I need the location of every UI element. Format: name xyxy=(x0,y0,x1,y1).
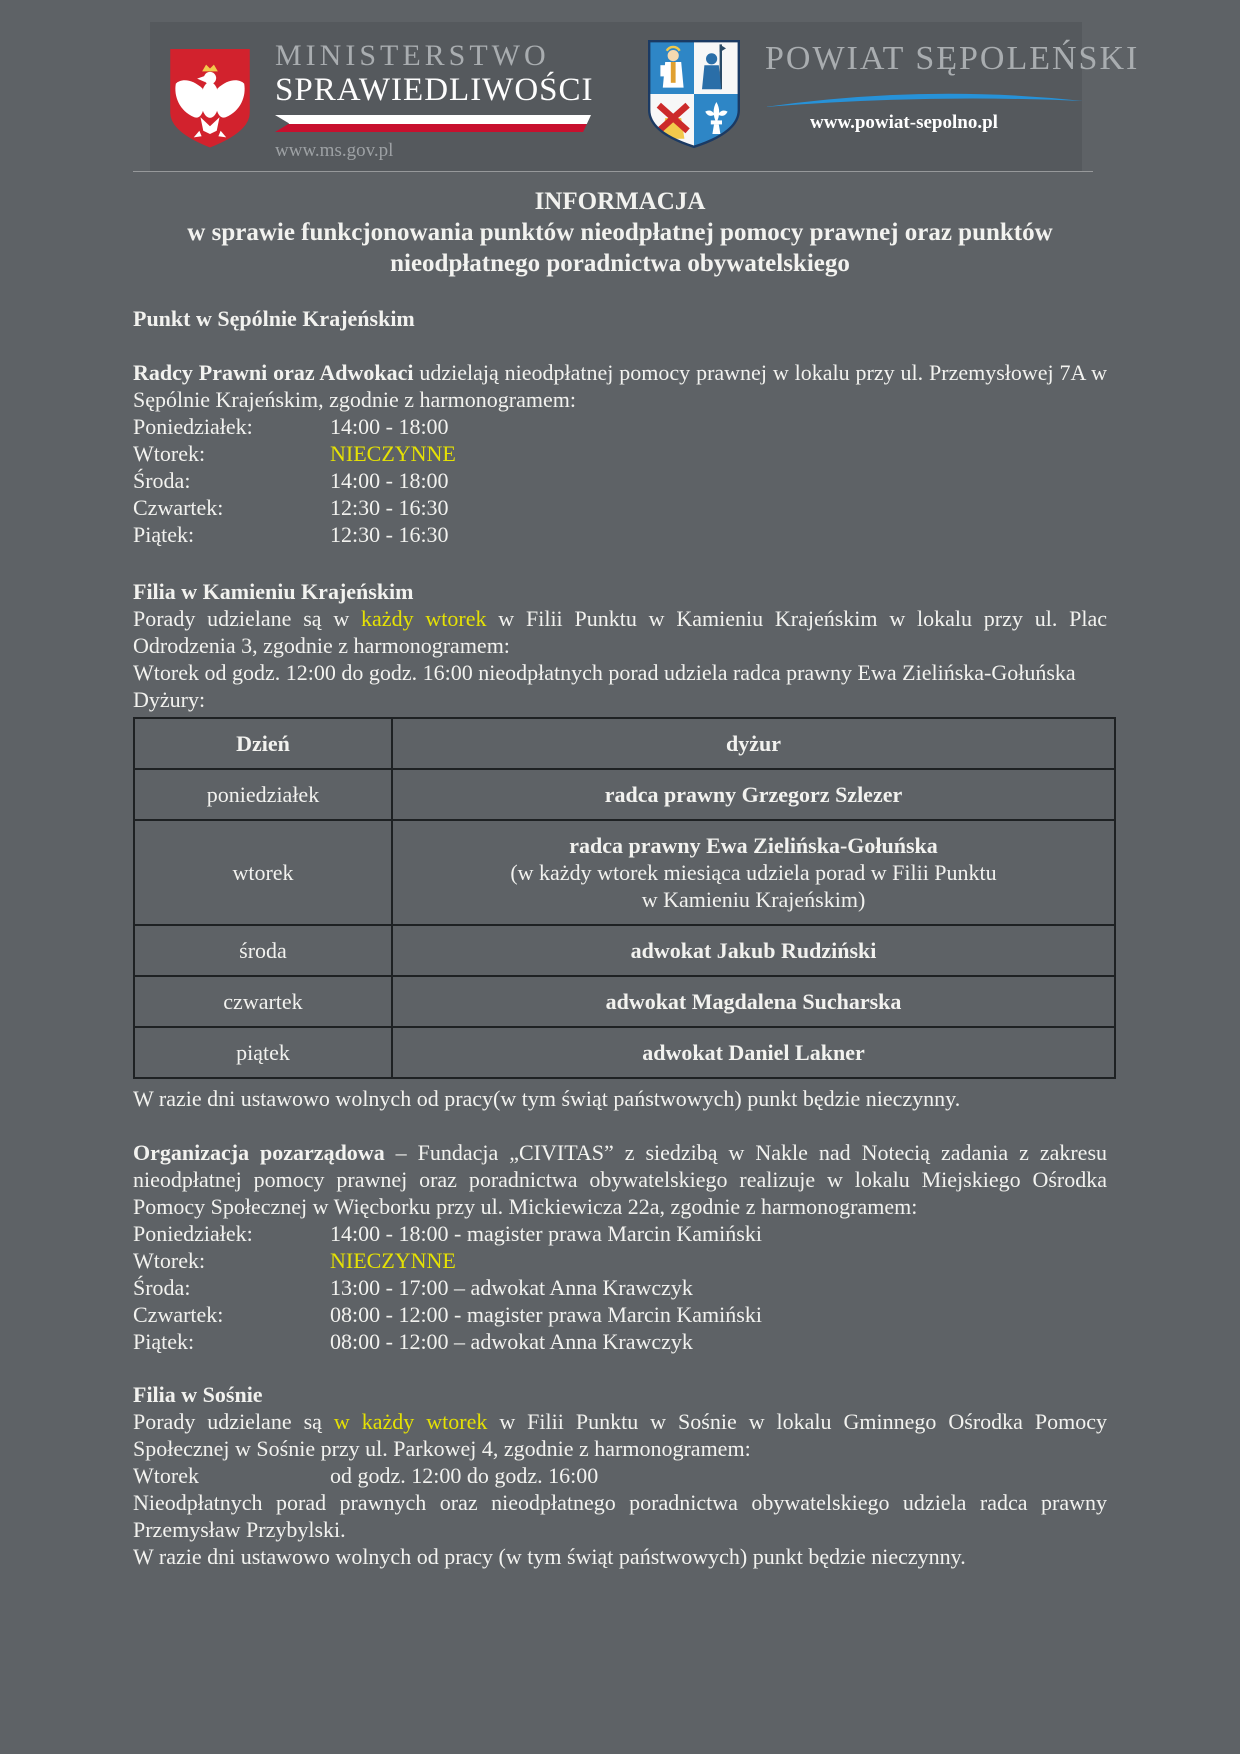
table-header-row xyxy=(134,718,1115,769)
ngo-paragraph xyxy=(133,1139,1107,1220)
kamien-intro-highlight: każdy wtorek xyxy=(361,606,487,631)
schedule-time: 14:00 - 18:00 xyxy=(330,414,449,439)
duty-cell: adwokat Jakub Rudziński xyxy=(392,925,1115,976)
schedule-row xyxy=(133,440,1107,467)
kamien-intro-pre: Porady udzielane są w xyxy=(133,606,362,631)
schedule-row xyxy=(133,1274,1107,1301)
document-body xyxy=(133,186,1107,1570)
table-header-duty: dyżur xyxy=(392,718,1115,769)
schedule-day: Poniedziałek: xyxy=(133,414,253,439)
schedule-day: Środa: xyxy=(133,468,191,493)
schedule-day: Czwartek: xyxy=(133,1302,224,1327)
duty-cell: adwokat Magdalena Sucharska xyxy=(392,976,1115,1027)
kamien-intro-post: w Filii Punktu w Kamieniu Krajeńskim w lokalu przy ul. Plac Odrodzenia 3, zgodnie z harmonogramem: xyxy=(133,606,1107,658)
duty-cell: adwokat Daniel Lakner xyxy=(392,1027,1115,1078)
table-row xyxy=(134,1027,1115,1078)
sepolno-intro-bold: Radcy Prawni oraz Adwokaci xyxy=(133,360,414,385)
schedule-time: 14:00 - 18:00 xyxy=(330,468,449,493)
county-swoosh-icon xyxy=(765,92,1083,110)
duty-label: Dyżury: xyxy=(133,687,206,712)
schedule-time: od godz. 12:00 do godz. 16:00 xyxy=(330,1463,599,1488)
county-coat-of-arms-icon xyxy=(645,38,743,150)
schedule-row xyxy=(133,521,1107,548)
schedule-time: 12:30 - 16:30 xyxy=(330,522,449,547)
sosno-intro-post: w Filii Punktu w Sośnie w lokalu Gminnego Ośrodka Pomocy Społecznej w Sośnie przy ul. Parkowej 4, zgodnie z harmonogramem: xyxy=(133,1409,1108,1461)
schedule-day: Wtorek: xyxy=(133,1248,206,1273)
duty-cell: radca prawny Grzegorz Szlezer xyxy=(392,769,1115,820)
schedule-row xyxy=(133,1328,1107,1355)
ngo-intro-rest: – Fundacja „CIVITAS” z siedzibą w Nakle nad Notecią zadania z zakresu nieodpłatnej pomocy prawnej oraz poradnictwa obywatelskiego realizuje w lokalu Miejskiego Ośrodka Pomocy Społecznej w Więcborku przy ul. Mickiewicza 22a, zgodnie z harmonogramem: xyxy=(133,1140,1108,1219)
schedule-day: Wtorek xyxy=(133,1463,199,1488)
sosno-intro-paragraph xyxy=(133,1408,1107,1462)
schedule-row xyxy=(133,413,1107,440)
schedule-row xyxy=(133,1301,1107,1328)
schedule-day: Piątek: xyxy=(133,522,195,547)
schedule-day: Czwartek: xyxy=(133,495,224,520)
document-title xyxy=(133,186,1107,279)
title-line2: w sprawie funkcjonowania punktów nieodpłatnej pomocy prawnej oraz punktów xyxy=(187,219,1053,246)
sepolno-intro-rest: udzielają nieodpłatnej pomocy prawnej w lokalu przy ul. Przemysłowej 7A w Sępólnie Krajeńskim, zgodnie z harmonogramem: xyxy=(133,360,1108,412)
ngo-intro-bold: Organizacja pozarządowa xyxy=(133,1140,385,1165)
polish-eagle-icon xyxy=(168,46,252,151)
schedule-row xyxy=(133,1462,1107,1489)
kamien-intro-paragraph xyxy=(133,605,1107,659)
duty-cell xyxy=(392,820,1115,925)
day-cell: środa xyxy=(134,925,392,976)
duty-table xyxy=(133,717,1116,1079)
table-row xyxy=(134,925,1115,976)
section-heading-sosno: Filia w Sośnie xyxy=(133,1382,263,1407)
day-cell: poniedziałek xyxy=(134,769,392,820)
schedule-time: 08:00 - 12:00 – adwokat Anna Krawczyk xyxy=(330,1329,693,1354)
duty-name: radca prawny Ewa Zielińska-Gołuńska xyxy=(569,833,938,858)
schedule-row xyxy=(133,494,1107,521)
table-row xyxy=(134,976,1115,1027)
ministry-name-line2: SPRAWIEDLIWOŚCI xyxy=(275,72,594,108)
table-row xyxy=(134,820,1115,925)
sosno-intro-pre: Porady udzielane są xyxy=(133,1409,334,1434)
kamien-note-paragraph: Wtorek od godz. 12:00 do godz. 16:00 nieodpłatnych porad udziela radca prawny Ewa Zielińska-Gołuńska xyxy=(133,660,1076,685)
schedule-time: 12:30 - 16:30 xyxy=(330,495,449,520)
duty-note-line1: (w każdy wtorek miesiąca udziela porad w Filii Punktu xyxy=(510,860,997,885)
day-cell: wtorek xyxy=(134,820,392,925)
schedule-day: Piątek: xyxy=(133,1329,195,1354)
schedule-row xyxy=(133,467,1107,494)
sepolno-intro-paragraph xyxy=(133,359,1107,413)
sosno-closed-note: W razie dni ustawowo wolnych od pracy (w tym świąt państwowych) punkt będzie nieczynny. xyxy=(133,1544,966,1569)
county-url: www.powiat-sepolno.pl xyxy=(810,112,998,133)
schedule-time-closed: NIECZYNNE xyxy=(330,441,456,466)
document-header xyxy=(0,0,1240,172)
schedule-time: 13:00 - 17:00 – adwokat Anna Krawczyk xyxy=(330,1275,693,1300)
table-header-day: Dzień xyxy=(134,718,392,769)
schedule-time-closed: NIECZYNNE xyxy=(330,1248,456,1273)
schedule-time: 08:00 - 12:00 - magister prawa Marcin Kamiński xyxy=(330,1302,762,1327)
section-heading-sepolno: Punkt w Sępólnie Krajeńskim xyxy=(133,306,415,331)
schedule-day: Wtorek: xyxy=(133,441,206,466)
title-line3: nieodpłatnego poradnictwa obywatelskiego xyxy=(390,250,850,277)
schedule-row xyxy=(133,1247,1107,1274)
schedule-day: Środa: xyxy=(133,1275,191,1300)
header-separator xyxy=(133,171,1093,172)
duty-note-line2: w Kamieniu Krajeńskim) xyxy=(641,887,866,912)
flag-ribbon-icon xyxy=(275,115,591,132)
day-cell: piątek xyxy=(134,1027,392,1078)
county-name: POWIAT SĘPOLEŃSKI xyxy=(765,40,1140,77)
title-line1: INFORMACJA xyxy=(534,188,706,215)
sosno-intro-highlight: w każdy wtorek xyxy=(333,1409,488,1434)
ministry-name-line1: MINISTERSTWO xyxy=(275,39,550,72)
section-heading-kamien: Filia w Kamieniu Krajeńskim xyxy=(133,579,414,604)
ministry-url: www.ms.gov.pl xyxy=(275,140,394,161)
schedule-time: 14:00 - 18:00 - magister prawa Marcin Kamiński xyxy=(330,1221,762,1246)
schedule-day: Poniedziałek: xyxy=(133,1221,253,1246)
table-row xyxy=(134,769,1115,820)
schedule-row xyxy=(133,1220,1107,1247)
sosno-provider-note: Nieodpłatnych porad prawnych oraz nieodpłatnego poradnictwa obywatelskiego udziela radca prawny Przemysław Przybylski. xyxy=(133,1490,1107,1542)
kamien-closed-note: W razie dni ustawowo wolnych od pracy(w tym świąt państwowych) punkt będzie nieczynny. xyxy=(133,1086,961,1111)
day-cell: czwartek xyxy=(134,976,392,1027)
